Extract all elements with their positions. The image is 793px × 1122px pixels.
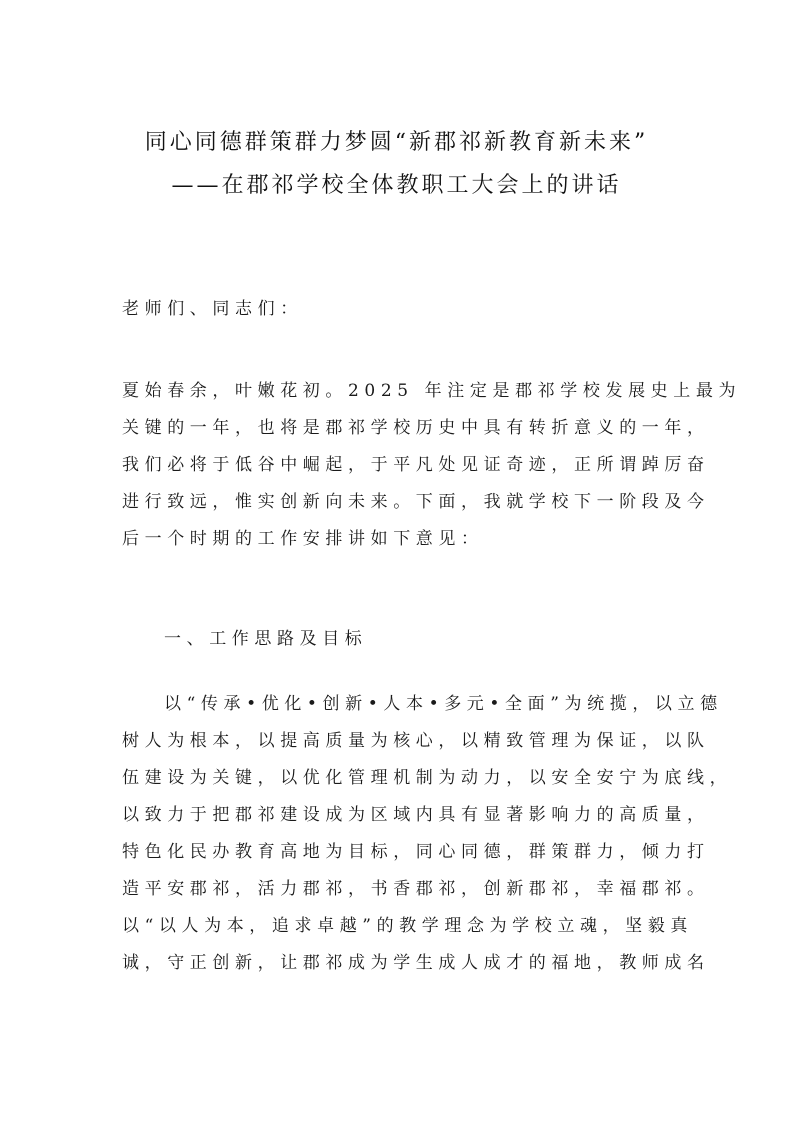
greeting-text: 老师们、同志们： (122, 299, 303, 319)
paragraph-line: 进行致远，惟实创新向未来。下面，我就学校下一阶段及今 (122, 492, 710, 512)
section-heading-text: 一、工作思路及目标 (164, 629, 368, 649)
section-heading (122, 621, 674, 658)
paragraph-intro (122, 373, 742, 558)
paragraph-line: 夏始春余，叶嫩花初。2025 年注定是郡祁学校发展史上最为 (122, 381, 742, 401)
paragraph-line: 特色化民办教育高地为目标，同心同德，群策群力，倾力打 (122, 842, 710, 862)
greeting (122, 291, 674, 328)
paragraph-line: 伍建设为关键，以优化管理机制为动力，以安全安宁为底线， (122, 768, 733, 788)
paragraph-line: 关键的一年，也将是郡祁学校历史中具有转折意义的一年， (122, 418, 710, 438)
paragraph-goals (122, 686, 733, 982)
paragraph-line: 诚，守正创新，让郡祁成为学生成人成才的福地，教师成名 (122, 953, 710, 973)
paragraph-line: 以“以人为本，追求卓越”的教学理念为学校立魂，坚毅真 (122, 916, 693, 936)
paragraph-line: 以“传承•优化•创新•人本•多元•全面”为统揽，以立德 (164, 694, 723, 714)
paragraph-line: 树人为根本，以提高质量为核心，以精致管理为保证，以队 (122, 731, 710, 751)
document-subtitle: ——在郡祁学校全体教职工大会上的讲话 (171, 173, 622, 198)
paragraph-line: 后一个时期的工作安排讲如下意见： (122, 529, 484, 549)
paragraph-line: 我们必将于低谷中崛起，于平凡处见证奇迹，正所谓踔厉奋 (122, 455, 710, 475)
paragraph-line: 以致力于把郡祁建设成为区域内具有显著影响力的高质量， (122, 805, 710, 825)
document-title: 同心同德群策群力梦圆“新郡祁新教育新未来” (144, 130, 649, 155)
paragraph-line: 造平安郡祁，活力郡祁，书香郡祁，创新郡祁，幸福郡祁。 (122, 879, 710, 899)
